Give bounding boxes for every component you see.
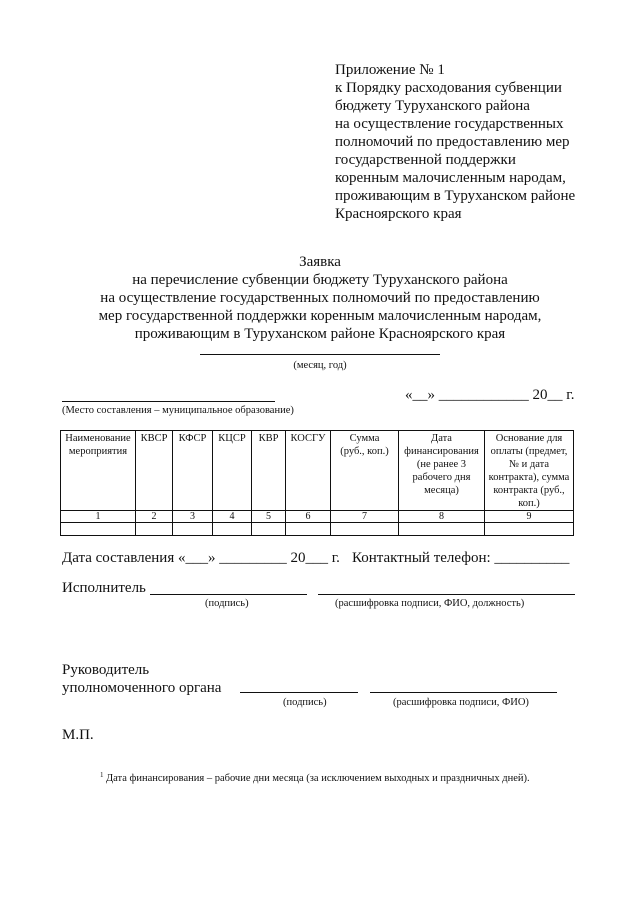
header-line: оплаты (предмет, [490,446,568,457]
col-header-kcsr [213,431,252,511]
header-line: (руб., коп.) [340,446,389,457]
table-number-row [61,511,574,523]
col-header-funding-date [399,431,485,511]
period-blank-line [200,354,440,355]
head-signature-line [240,692,358,693]
header-line: месяца) [424,485,459,496]
table-cell [286,523,331,536]
appendix-block [335,61,575,223]
executor-signature-caption: (подпись) [205,598,249,609]
footnote-text: Дата финансирования – рабочие дни месяца (за исключением выходных и праздничных дней). [106,773,530,784]
stamp-place: М.П. [62,727,94,743]
appendix-line: проживающим в Туруханском районе [335,188,576,204]
period-caption: (месяц, год) [293,360,347,371]
funding-table [60,430,574,536]
col-header-payment-basis [485,431,574,511]
col-header-kvr [252,431,286,511]
col-header-activity [61,431,136,511]
head-label-line1: Руководитель [62,662,150,678]
head-signature-caption: (подпись) [283,697,327,708]
col-header-kosgu [286,431,331,511]
column-number: 5 [252,511,286,523]
column-number: 6 [286,511,331,523]
column-number: 9 [485,511,574,523]
table-cell [213,523,252,536]
header-line: № и дата [509,459,549,470]
table-cell [485,523,574,536]
executor-name-caption: (расшифровка подписи, ФИО, должность) [335,598,525,609]
column-number: 2 [136,511,173,523]
title-line: на осуществление государственных полномочий по предоставлению [100,290,540,306]
col-header-kfsr [173,431,213,511]
appendix-line: бюджету Туруханского района [335,98,530,114]
appendix-line: на осуществление государственных [335,116,564,132]
table-cell [173,523,213,536]
title-line: на перечисление субвенции бюджету Туруханского района [132,272,508,288]
header-line: КЦСР [218,433,246,444]
head-label-line2: уполномоченного органа [62,680,222,696]
contact-phone: Контактный телефон: __________ [352,550,570,566]
column-number: 1 [61,511,136,523]
table-cell [252,523,286,536]
head-name-caption: (расшифровка подписи, ФИО) [393,697,529,708]
table-cell [136,523,173,536]
executor-name-line [318,594,575,595]
header-line: Сумма [349,433,380,444]
compilation-date: Дата составления «___» _________ 20___ г. [62,550,340,566]
header-line: КОСГУ [290,433,326,444]
header-line: мероприятия [68,446,128,457]
header-line: КВР [258,433,279,444]
appendix-line: Красноярского края [335,206,462,222]
column-number: 7 [331,511,399,523]
title-line: мер государственной поддержки коренным малочисленным народам, [98,308,542,324]
title-line: проживающим в Туруханском районе Красноярского края [134,326,506,342]
appendix-line: полномочий по предоставлению мер [335,134,570,150]
appendix-line: государственной поддержки [335,152,516,168]
appendix-line: к Порядку расходования субвенции [335,80,562,96]
table-cell [61,523,136,536]
table-cell [399,523,485,536]
title-heading: Заявка [299,254,341,270]
column-number: 4 [213,511,252,523]
executor-signature-line [150,594,307,595]
header-line: Основание для [495,433,563,444]
column-number: 3 [173,511,213,523]
header-line: Дата [431,433,452,444]
footnote-mark: 1 [100,771,104,779]
col-header-kvsr [136,431,173,511]
table-header-row [61,431,574,511]
header-line: коп.) [518,498,540,509]
column-number: 8 [399,511,485,523]
table-cell [331,523,399,536]
header-line: рабочего дня [412,472,471,483]
appendix-line: Приложение № 1 [335,62,445,78]
header-line: КФСР [178,433,207,444]
executor-label: Исполнитель [62,580,146,596]
document-date: «__» ____________ 20__ г. [405,387,575,403]
place-blank-line [62,401,275,402]
col-header-amount [331,431,399,511]
header-line: финансирования [404,446,479,457]
table-empty-row [61,523,574,536]
header-line: контракта), сумма [488,472,570,483]
appendix-line: коренным малочисленным народам, [335,170,566,186]
header-line: контракта (руб., [493,485,565,496]
document-title [0,253,640,343]
head-name-line [370,692,557,693]
header-line: Наименование [65,433,131,444]
header-line: (не ранее 3 [416,459,467,470]
header-line: КВСР [140,433,168,444]
place-caption: (Место составления – муниципальное образование) [62,405,294,416]
